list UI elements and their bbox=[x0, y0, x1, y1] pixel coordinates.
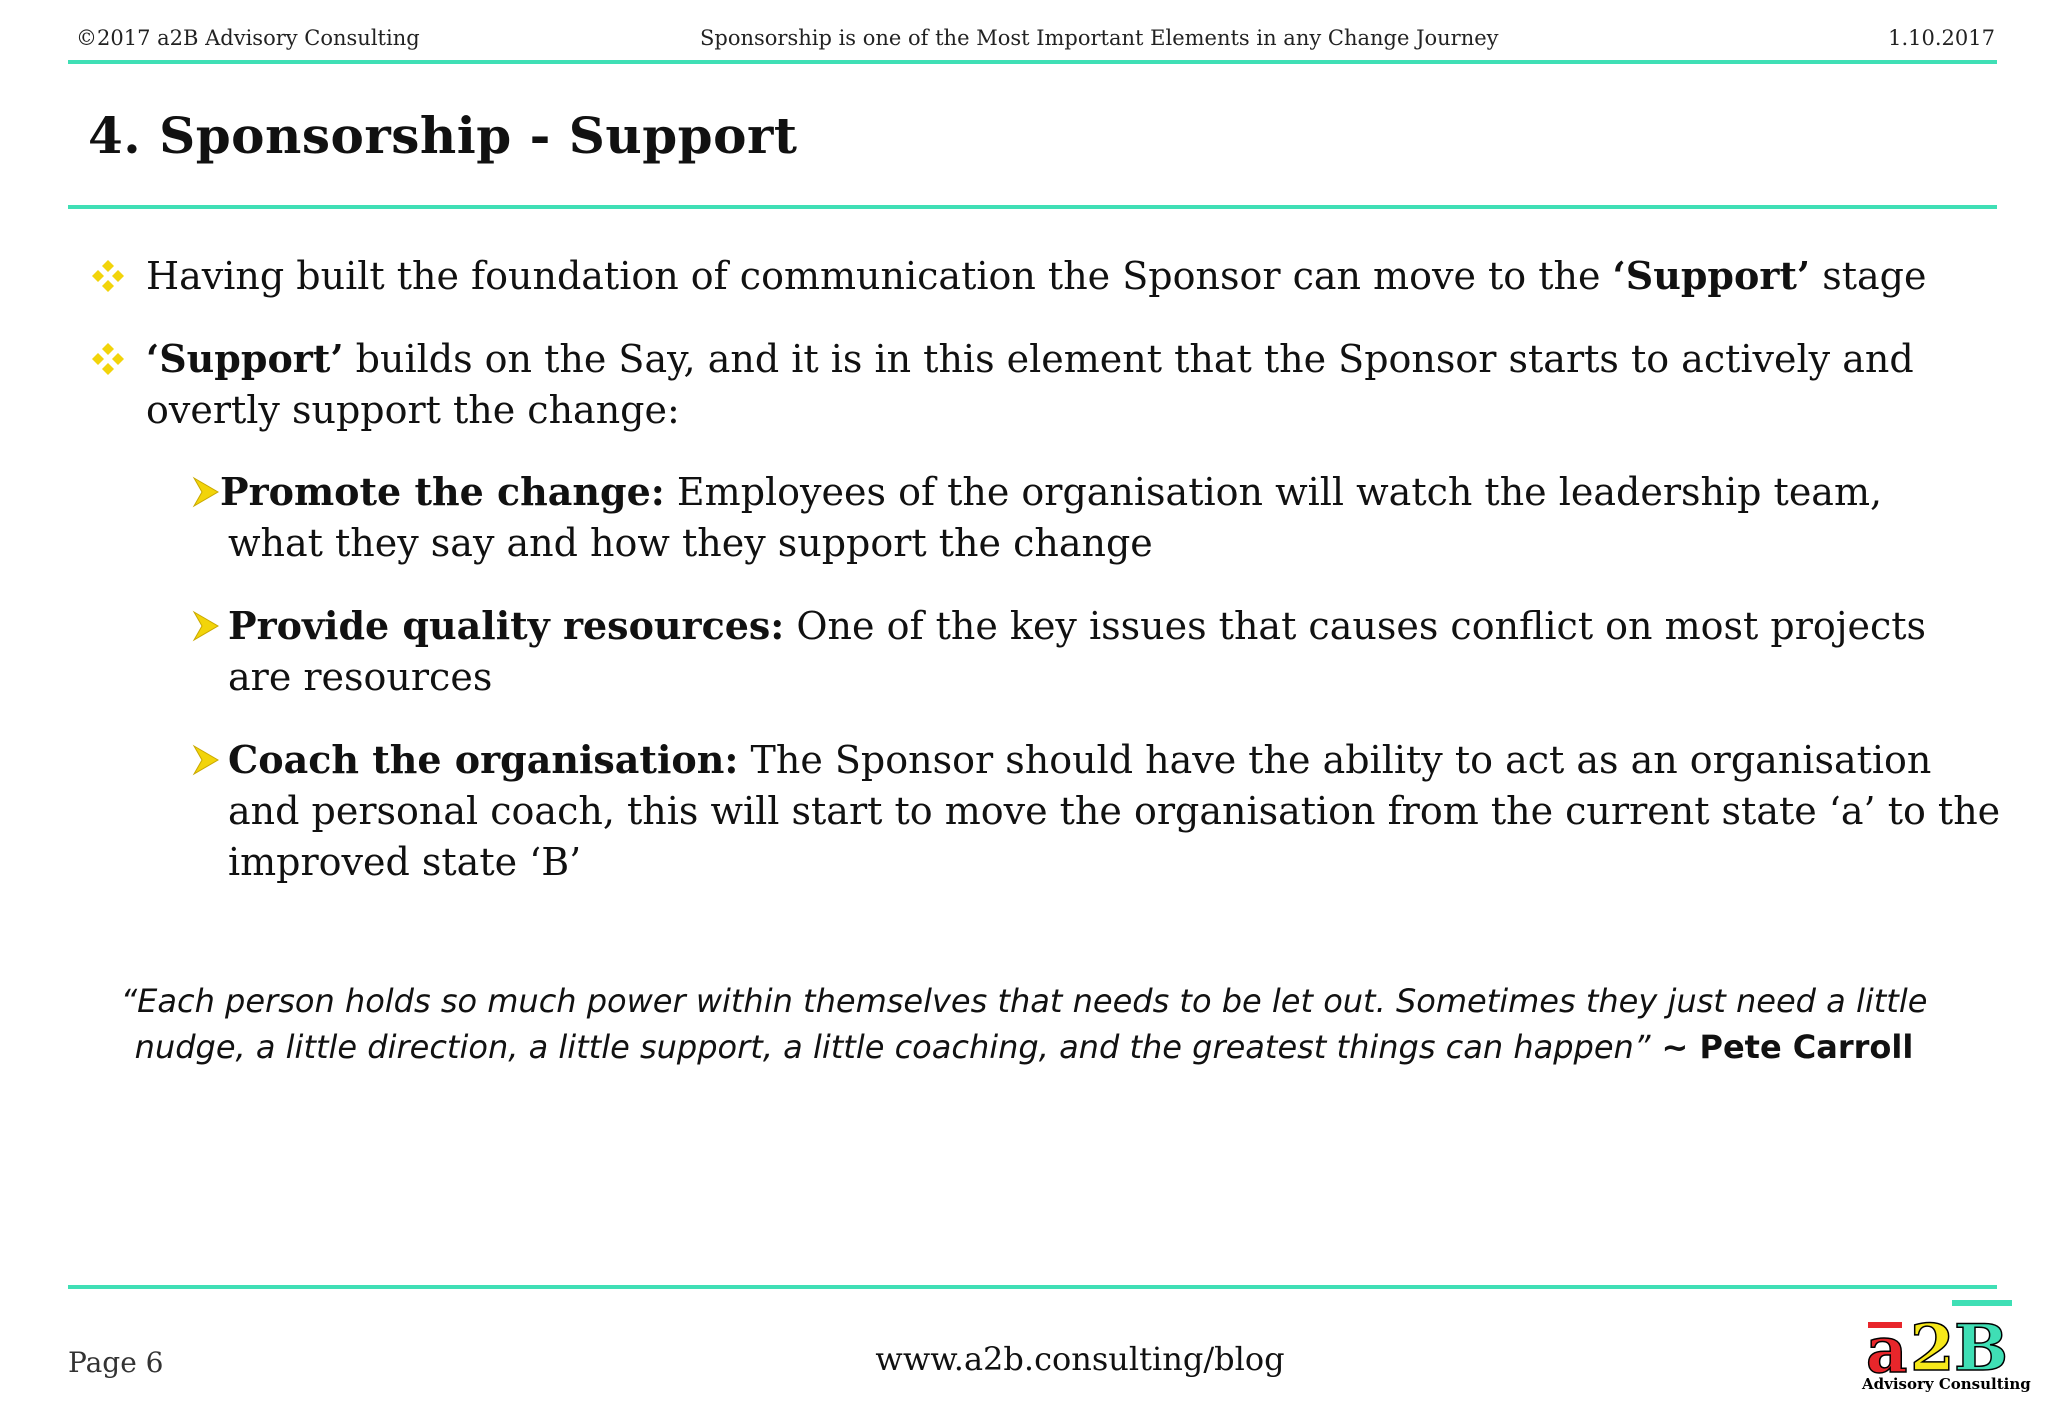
header-copyright: ©2017 a2B Advisory Consulting bbox=[76, 26, 420, 50]
footer-url: www.a2b.consulting/blog bbox=[875, 1340, 1285, 1378]
sub-bullet-text: Promote the change: Employees of the organisation will watch the leadership team, what they say and how they support the change bbox=[220, 469, 1883, 565]
four-diamond-icon bbox=[90, 258, 126, 294]
svg-text:2: 2 bbox=[1910, 1311, 1955, 1386]
title-rule bbox=[68, 205, 1997, 209]
bullet-text: Having built the foundation of communication the Sponsor can move to the ‘Support’ stage bbox=[146, 253, 1927, 298]
arrowhead-icon bbox=[192, 476, 220, 508]
svg-text:a: a bbox=[1866, 1313, 1908, 1388]
page-number: Page 6 bbox=[68, 1346, 164, 1379]
header-date: 1.10.2017 bbox=[1888, 26, 1995, 50]
header-rule bbox=[68, 60, 1997, 64]
arrowhead-icon bbox=[192, 744, 220, 776]
svg-text:B: B bbox=[1954, 1311, 2009, 1386]
logo-tagline: Advisory Consulting bbox=[1862, 1375, 2031, 1393]
page-title: 4. Sponsorship - Support bbox=[88, 106, 798, 165]
sub-bullet-text: Provide quality resources: One of the key issues that causes conflict on most projects are resources bbox=[228, 603, 1927, 699]
bullet-text: ‘Support’ builds on the Say, and it is in this element that the Sponsor starts to actively and overtly support the change: bbox=[146, 336, 1914, 432]
header-subject: Sponsorship is one of the Most Important Elements in any Change Journey bbox=[700, 26, 1499, 50]
sub-bullet-text: Coach the organisation: The Sponsor should have the ability to act as an organisation and personal coach, this will start to move the organisation from the current state ‘a’ to the improved state ‘B’ bbox=[228, 737, 2001, 884]
four-diamond-icon bbox=[90, 341, 126, 377]
arrowhead-icon bbox=[192, 610, 220, 642]
footer-rule bbox=[68, 1285, 1997, 1289]
quote: “Each person holds so much power within themselves that needs to be let out. Sometimes they just need a little nudge, a little direction, a little support, a little coaching, and the greatest things can happen” ~ Pete Carroll bbox=[120, 982, 1928, 1066]
quote-author: ~ Pete Carroll bbox=[1650, 1028, 1914, 1066]
